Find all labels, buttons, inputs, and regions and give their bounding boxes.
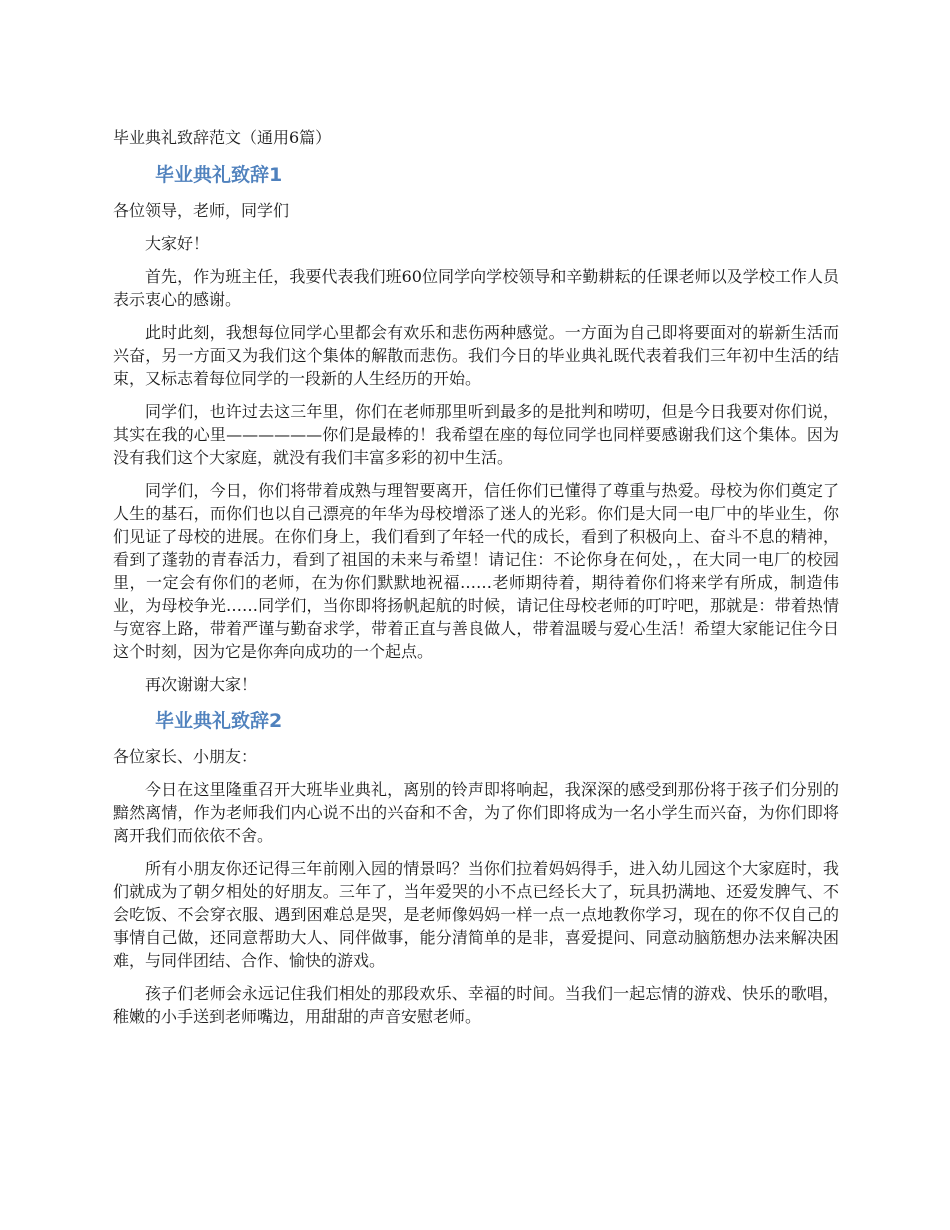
document-title: 毕业典礼致辞范文（通用6篇） bbox=[113, 128, 332, 147]
paragraph: 再次谢谢大家！ bbox=[145, 675, 258, 694]
paragraph: 同学们，也许过去这三年里，你们在老师那里听到最多的是批判和唠叨，但是今日我要对你们说，其实在我的心里——————你们是最棒的！我希望在座的每位同学也同样要感谢我们这个集体。因为没有我们这个大家庭，就没有我们丰富多彩的初中生活。 bbox=[113, 402, 839, 467]
paragraph: 所有小朋友你还记得三年前刚入园的情景吗？当你们拉着妈妈得手，进入幼儿园这个大家庭时，我们就成为了朝夕相处的好朋友。三年了，当年爱哭的小不点已经长大了，玩具扔满地、还爱发脾气、不会吃饭、不会穿衣服、遇到困难总是哭，是老师像妈妈一样一点一点地教你学习，现在的你不仅自己的事情自己做，还同意帮助大人、同伴做事，能分清简单的是非，喜爱提问、同意动脑筋想办法来解决困难，与同伴团结、合作、愉快的游戏。 bbox=[113, 859, 839, 970]
paragraph: 同学们，今日，你们将带着成熟与理智要离开，信任你们已懂得了尊重与热爱。母校为你们奠定了人生的基石，而你们也以自己漂亮的年华为母校增添了迷人的光彩。你们是大同一电厂中的毕业生，你们见证了母校的进展。在你们身上，我们看到了年轻一代的成长，看到了积极向上、奋斗不息的精神，看到了蓬勃的青春活力，看到了祖国的未来与希望！请记住：不论你身在何处，，在大同一电厂的校园里，一定会有你们的老师，在为你们默默地祝福……老师期待着，期待着你们将来学有所成，制造伟业，为母校争光……同学们，当你即将扬帆起航的时候，请记住母校老师的叮咛吧，那就是：带着热情与宽容上路，带着严谨与勤奋求学，带着正直与善良做人，带着温暖与爱心生活！希望大家能记住今日这个时刻，因为它是你奔向成功的一个起点。 bbox=[113, 481, 839, 661]
salutation: 各位领导，老师，同学们 bbox=[113, 201, 290, 220]
section-heading: 毕业典礼致辞1 bbox=[155, 164, 283, 186]
salutation: 各位家长、小朋友： bbox=[113, 747, 258, 766]
paragraph: 孩子们老师会永远记住我们相处的那段欢乐、幸福的时间。当我们一起忘情的游戏、快乐的歌唱，稚嫩的小手送到老师嘴边，用甜甜的声音安慰老师。 bbox=[113, 984, 839, 1026]
section-2 bbox=[113, 706, 839, 1028]
section-1 bbox=[113, 160, 839, 696]
section-heading: 毕业典礼致辞2 bbox=[155, 710, 283, 732]
paragraph: 大家好！ bbox=[145, 234, 210, 253]
document-body bbox=[113, 126, 839, 1038]
paragraph: 首先，作为班主任，我要代表我们班60位同学向学校领导和辛勤耕耘的任课老师以及学校工作人员表示衷心的感谢。 bbox=[113, 267, 839, 309]
paragraph: 今日在这里隆重召开大班毕业典礼，离别的铃声即将响起，我深深的感受到那份将于孩子们分别的黯然离情，作为老师我们内心说不出的兴奋和不舍，为了你们即将成为一名小学生而兴奋，为你们即将离开我们而依依不舍。 bbox=[113, 780, 839, 845]
paragraph: 此时此刻，我想每位同学心里都会有欢乐和悲伤两种感觉。一方面为自己即将要面对的崭新生活而兴奋，另一方面又为我们这个集体的解散而悲伤。我们今日的毕业典礼既代表着我们三年初中生活的结束，又标志着每位同学的一段新的人生经历的开始。 bbox=[113, 323, 839, 388]
